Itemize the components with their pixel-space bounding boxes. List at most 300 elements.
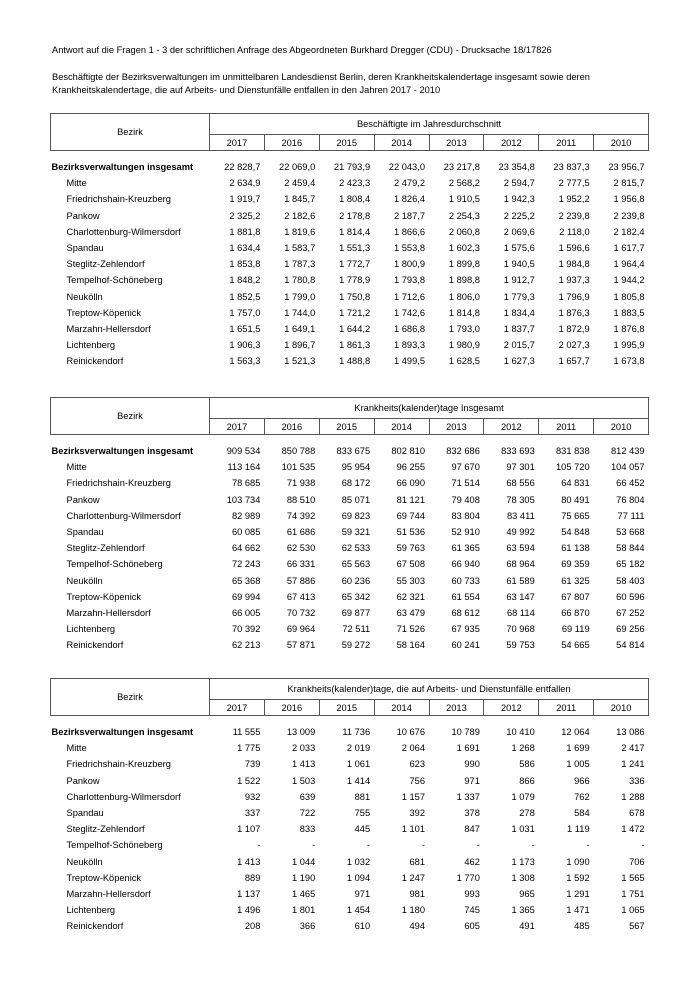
table-cell: - [476,840,480,851]
table-row [51,353,649,369]
table-cell: 2 479,2 [393,178,425,189]
table-row [51,240,649,256]
table-cell: 1 780,8 [284,275,316,286]
table-cell: 23 837,3 [553,162,590,173]
table-cell: 1 834,4 [503,307,535,318]
table-cell: 59 763 [396,543,425,554]
table-title: Beschäftigte im Jahresdurchschnitt [210,114,649,135]
table-cell: 1 796,9 [558,291,590,302]
column-header-year: 2017 [210,135,265,151]
table-cell: 1 644,2 [339,323,371,334]
table-cell: 1 488,8 [339,356,371,367]
row-label: Mitte [66,743,87,754]
table-cell: 64 662 [231,543,261,554]
row-label: Lichtenberg [66,624,116,635]
table-cell: 2 069,6 [503,226,535,237]
table-header-row [51,114,649,135]
table-cell: 1 651,5 [229,323,261,334]
table-cell: 1 793,0 [448,323,480,334]
table-cell: 1 031 [511,824,535,835]
table-cell: 445 [354,824,371,835]
table-row [51,870,649,886]
table-cell: 113 164 [227,462,261,473]
table-cell: 1 712,6 [393,291,425,302]
table-cell: 866 [519,775,535,786]
table-cell: 97 301 [506,462,535,473]
table-sick-days-accidents [50,678,648,934]
table-cell: 60 596 [616,591,645,602]
table-row [51,289,649,305]
table-cell: 22 828,7 [224,162,261,173]
document-header: Antwort auf die Fragen 1 - 3 der schriftlichen Anfrage des Abgeordneten Burkhard Dregger (CDU) - Drucksache 18/17826 [52,45,552,55]
table-cell: 10 789 [451,727,480,738]
table-row [51,524,649,540]
table-cell: 610 [354,921,371,932]
table-cell: 833 693 [501,446,535,457]
row-label: Neukölln [66,856,103,867]
column-header-year: 2013 [429,700,484,716]
column-header-year: 2016 [264,135,319,151]
table-cell: 909 534 [226,446,261,457]
table-cell: 1 288 [621,791,645,802]
table-cell: 850 788 [281,446,316,457]
row-label: Treptow-Köpenick [66,591,142,602]
table-row [51,773,649,789]
table-row [51,637,649,653]
table-cell: 11 555 [232,727,261,738]
column-header-bezirk: Bezirk [51,114,210,151]
table-cell: 97 670 [451,462,480,473]
table-cell: 81 121 [396,494,425,505]
column-header-year: 2011 [539,135,594,151]
table-cell: 337 [244,808,261,819]
table-cell: 1 602,3 [448,243,480,254]
column-header-year: 2014 [374,700,429,716]
table-cell: 1 779,3 [503,291,535,302]
table-cell: 70 732 [286,607,316,618]
table-cell: 71 938 [286,478,316,489]
table-row [51,605,649,621]
table-cell: 966 [574,775,590,786]
table-cell: 1 942,3 [503,194,535,205]
table-cell: 67 413 [286,591,316,602]
table-cell: 66 090 [396,478,425,489]
row-label: Tempelhof-Schöneberg [66,275,163,286]
table-cell: 59 753 [506,640,535,651]
table-cell: 1 944,2 [613,275,645,286]
table-cell: 72 511 [342,624,371,635]
table-cell: 1 893,3 [393,340,425,351]
table-cell: - [257,840,261,851]
table-cell: 78 305 [506,494,535,505]
table-cell: 1 912,7 [503,275,535,286]
table-cell: 49 992 [506,527,535,538]
table-cell: 1 686,8 [393,323,425,334]
table-row [51,902,649,918]
table-cell: 60 085 [231,527,261,538]
table-cell: 494 [409,921,425,932]
table-total-row [51,724,649,740]
table-cell: 1 472 [621,824,645,835]
table-cell: 1 691 [456,743,480,754]
table-cell: 1 413 [291,759,316,770]
table-cell: 1 137 [237,888,261,899]
table-cell: 1 819,6 [284,226,316,237]
table-cell: 2 325,2 [229,210,261,221]
table-cell: 1 628,5 [448,356,480,367]
table-cell: 59 272 [341,640,371,651]
row-label: Bezirksverwaltungen insgesamt [51,446,194,457]
table-cell: 69 994 [231,591,261,602]
data-table [50,397,649,653]
table-cell: 1 793,8 [393,275,425,286]
table-cell: 63 479 [396,607,425,618]
table-cell: 54 814 [616,640,645,651]
table-cell: 66 452 [616,478,645,489]
column-header-year: 2013 [429,135,484,151]
table-cell: 1 744,0 [284,307,316,318]
column-header-year: 2014 [374,419,429,435]
table-total-row [51,443,649,459]
row-label: Lichtenberg [66,905,116,916]
table-cell: 1 806,0 [448,291,480,302]
column-header-year: 2012 [484,419,539,435]
table-cell: 706 [629,856,645,867]
table-cell: 1 778,9 [339,275,371,286]
table-cell: 10 676 [396,727,425,738]
table-cell: 13 086 [616,727,645,738]
table-cell: 1 995,9 [613,340,645,351]
table-cell: 1 247 [401,872,425,883]
table-cell: 1 617,7 [613,243,645,254]
table-cell: 2 417 [621,743,645,754]
table-cell: 11 736 [342,727,371,738]
table-cell: 70 968 [506,624,535,635]
table-row [51,837,649,853]
table-row [51,175,649,191]
row-label: Reinickendorf [66,640,124,651]
table-cell: 69 964 [286,624,316,635]
table-cell: 802 810 [391,446,425,457]
table-cell: 2 239,8 [613,210,645,221]
table-cell: 68 556 [506,478,535,489]
table-cell: 1 772,7 [339,259,371,270]
table-cell: 1 090 [566,856,590,867]
table-cell: 1 107 [237,824,261,835]
table-cell: 52 910 [451,527,480,538]
table-cell: 1 940,5 [503,259,535,270]
table-cell: 1 061 [346,759,371,770]
row-label: Steglitz-Zehlendorf [66,824,145,835]
table-cell: 2 423,3 [339,178,371,189]
column-header-year: 2016 [264,419,319,435]
table-cell: 2 182,6 [284,210,316,221]
table-cell: 2 182,4 [613,226,645,237]
table-cell: 889 [244,872,261,883]
table-cell: 1 094 [346,872,371,883]
table-cell: 1 872,9 [558,323,590,334]
table-row [51,208,649,224]
table-cell: 1 649,1 [284,323,316,334]
table-cell: 1 596,6 [558,243,590,254]
table-row [51,821,649,837]
row-label: Tempelhof-Schöneberg [66,840,163,851]
column-header-year: 2015 [319,135,374,151]
table-cell: 1 005 [566,759,590,770]
table-cell: 2 178,8 [339,210,371,221]
table-cell: 392 [409,808,425,819]
table-cell: 1 465 [291,888,316,899]
table-cell: 65 182 [616,559,645,570]
table-cell: 2 019 [346,743,371,754]
table-row [51,492,649,508]
table-cell: 67 508 [396,559,425,570]
table-row [51,805,649,821]
table-row [51,224,649,240]
table-cell: 69 744 [396,510,425,521]
table-row [51,459,649,475]
table-cell: 65 563 [341,559,371,570]
table-cell: 69 359 [561,559,590,570]
table-cell: 1 180 [401,905,425,916]
table-cell: 2 568,2 [448,178,480,189]
table-cell: 76 804 [616,494,645,505]
row-label: Mitte [66,462,87,473]
table-cell: 1 551,3 [339,243,371,254]
table-cell: 65 368 [231,575,261,586]
table-cell: - [586,840,590,851]
table-row [51,556,649,572]
table-row [51,756,649,772]
table-cell: 2 015,7 [503,340,535,351]
table-cell: 64 831 [561,478,590,489]
table-cell: 833 [299,824,316,835]
table-cell: 1 883,5 [613,307,645,318]
table-row [51,918,649,934]
table-cell: 69 256 [616,624,645,635]
table-cell: 1 565 [621,872,645,883]
table-cell: 1 906,3 [229,340,261,351]
table-cell: 1 751 [621,888,645,899]
table-cell: 1 414 [346,775,371,786]
table-row [51,789,649,805]
table-cell: 1 910,5 [448,194,480,205]
table-cell: 62 530 [286,543,316,554]
table-cell: 462 [464,856,480,867]
table-cell: 1 866,6 [393,226,425,237]
table-cell: 2 239,8 [558,210,590,221]
table-row [51,740,649,756]
table-cell: 72 243 [231,559,261,570]
table-cell: - [367,840,371,851]
table-cell: 584 [574,808,590,819]
table-cell: 1 496 [237,905,261,916]
row-label: Mitte [66,178,87,189]
table-row [51,256,649,272]
table-cell: 2 027,3 [558,340,590,351]
table-cell: 586 [519,759,535,770]
row-label: Bezirksverwaltungen insgesamt [51,727,194,738]
row-label: Marzahn-Hellersdorf [66,323,151,334]
table-cell: 1 952,2 [558,194,590,205]
table-cell: 68 612 [451,607,480,618]
table-cell: 605 [464,921,480,932]
table-cell: 60 236 [341,575,371,586]
table-cell: 21 793,9 [333,162,371,173]
table-cell: 12 064 [561,727,590,738]
column-header-bezirk: Bezirk [51,679,210,716]
table-cell: 54 665 [561,640,590,651]
row-label: Spandau [66,243,104,254]
table-cell: 881 [354,791,371,802]
table-cell: 58 403 [616,575,645,586]
table-cell: 491 [519,921,535,932]
table-cell: 61 138 [561,543,590,554]
table-cell: 1 805,8 [613,291,645,302]
intro-line: Beschäftigte der Bezirksverwaltungen im unmittelbaren Landesdienst Berlin, deren Krankheitskalendertage insgesamt sowie deren [52,72,590,82]
intro-line: Krankheitskalendertage, die auf Arbeits- und Dienstunfälle entfallen in den Jahren 2017 - 2010 [52,85,441,95]
table-cell: 68 964 [506,559,535,570]
table-cell: 22 069,0 [279,162,316,173]
table-cell: 2 033 [291,743,316,754]
table-cell: 1 814,8 [448,307,480,318]
table-cell: 755 [354,808,371,819]
table-cell: 965 [519,888,535,899]
table-cell: 1 837,7 [503,323,535,334]
table-cell: 1 898,8 [448,275,480,286]
table-cell: 2 459,4 [284,178,316,189]
table-cell: 990 [464,759,480,770]
table-cell: 66 940 [451,559,480,570]
table-cell: 85 071 [341,494,371,505]
table-cell: 1 241 [621,759,645,770]
table-row [51,886,649,902]
table-cell: - [421,840,425,851]
table-cell: 1 721,2 [339,307,371,318]
table-cell: 1 079 [511,791,535,802]
table-cell: 58 164 [396,640,425,651]
table-cell: 66 870 [561,607,590,618]
column-header-year: 2015 [319,419,374,435]
row-label: Charlottenburg-Wilmersdorf [66,226,181,237]
table-cell: 2 187,7 [393,210,425,221]
table-cell: 55 303 [396,575,425,586]
table-cell: 77 111 [617,510,645,521]
table-cell: 103 734 [226,494,261,505]
table-cell: 10 410 [506,727,535,738]
row-label: Pankow [66,494,100,505]
column-header-year: 2014 [374,135,429,151]
table-cell: 63 147 [506,591,535,602]
table-cell: 1 814,4 [339,226,371,237]
table-cell: 2 777,5 [558,178,590,189]
table-cell: 812 439 [611,446,645,457]
table-cell: 1 657,7 [558,356,590,367]
table-row [51,589,649,605]
table-cell: 1 757,0 [229,307,261,318]
table-cell: 67 807 [561,591,590,602]
table-cell: 60 733 [451,575,480,586]
column-header-year: 2012 [484,700,539,716]
row-label: Spandau [66,527,104,538]
table-cell: 1 583,7 [284,243,316,254]
table-cell: 932 [244,791,261,802]
table-cell: 61 589 [506,575,535,586]
row-label: Marzahn-Hellersdorf [66,607,151,618]
table-cell: 1 826,4 [393,194,425,205]
table-cell: 1 845,7 [284,194,316,205]
row-label: Neukölln [66,575,103,586]
column-header-year: 2017 [210,700,265,716]
table-cell: 68 172 [341,478,371,489]
table-cell: 101 535 [281,462,316,473]
table-cell: 67 252 [616,607,645,618]
table-cell: 68 114 [507,607,535,618]
table-cell: - [641,840,645,851]
table-cell: 2 815,7 [613,178,645,189]
row-label: Steglitz-Zehlendorf [66,259,145,270]
table-cell: 1 881,8 [229,226,261,237]
table-cell: 2 594,7 [503,178,535,189]
table-cell: 1 937,3 [558,275,590,286]
table-cell: 54 848 [561,527,590,538]
table-cell: 62 533 [341,543,371,554]
data-table [50,678,649,934]
table-cell: 1 308 [511,872,535,883]
table-cell: 74 392 [286,510,316,521]
table-title: Krankheits(kalender)tage, die auf Arbeits- und Dienstunfälle entfallen [210,679,649,700]
table-cell: 79 408 [451,494,480,505]
table-cell: 623 [409,759,425,770]
column-header-bezirk: Bezirk [51,398,210,435]
row-label: Reinickendorf [66,356,124,367]
row-label: Marzahn-Hellersdorf [66,888,151,899]
table-cell: 88 510 [286,494,316,505]
table-cell: 1 673,8 [613,356,645,367]
table-cell: 756 [409,775,425,786]
table-cell: 567 [629,921,645,932]
table-cell: 1 291 [566,888,590,899]
table-cell: 2 064 [401,743,425,754]
table-cell: 1 563,3 [229,356,261,367]
row-label: Lichtenberg [66,340,116,351]
table-row [51,272,649,288]
table-cell: 1 032 [346,856,371,867]
table-cell: 1 899,8 [448,259,480,270]
column-header-year: 2017 [210,419,265,435]
table-cell: 278 [519,808,535,819]
table-cell: 80 491 [561,494,590,505]
table-cell: 23 354,8 [498,162,535,173]
table-cell: 2 634,9 [229,178,261,189]
table-cell: 1 984,8 [558,259,590,270]
table-cell: 1 964,4 [613,259,645,270]
table-cell: 23 217,8 [443,162,480,173]
table-cell: 831 838 [556,446,590,457]
table-cell: 1 522 [237,775,261,786]
table-cell: 69 877 [341,607,371,618]
table-header-row [51,679,649,700]
table-cell: 639 [299,791,316,802]
table-cell: 722 [299,808,316,819]
table-cell: 1 699 [566,743,590,754]
table-cell: 208 [244,921,261,932]
table-cell: 971 [464,775,480,786]
table-total-row [51,159,649,175]
table-cell: 1 365 [511,905,535,916]
table-cell: 1 413 [237,856,261,867]
table-cell: 1 268 [511,743,535,754]
